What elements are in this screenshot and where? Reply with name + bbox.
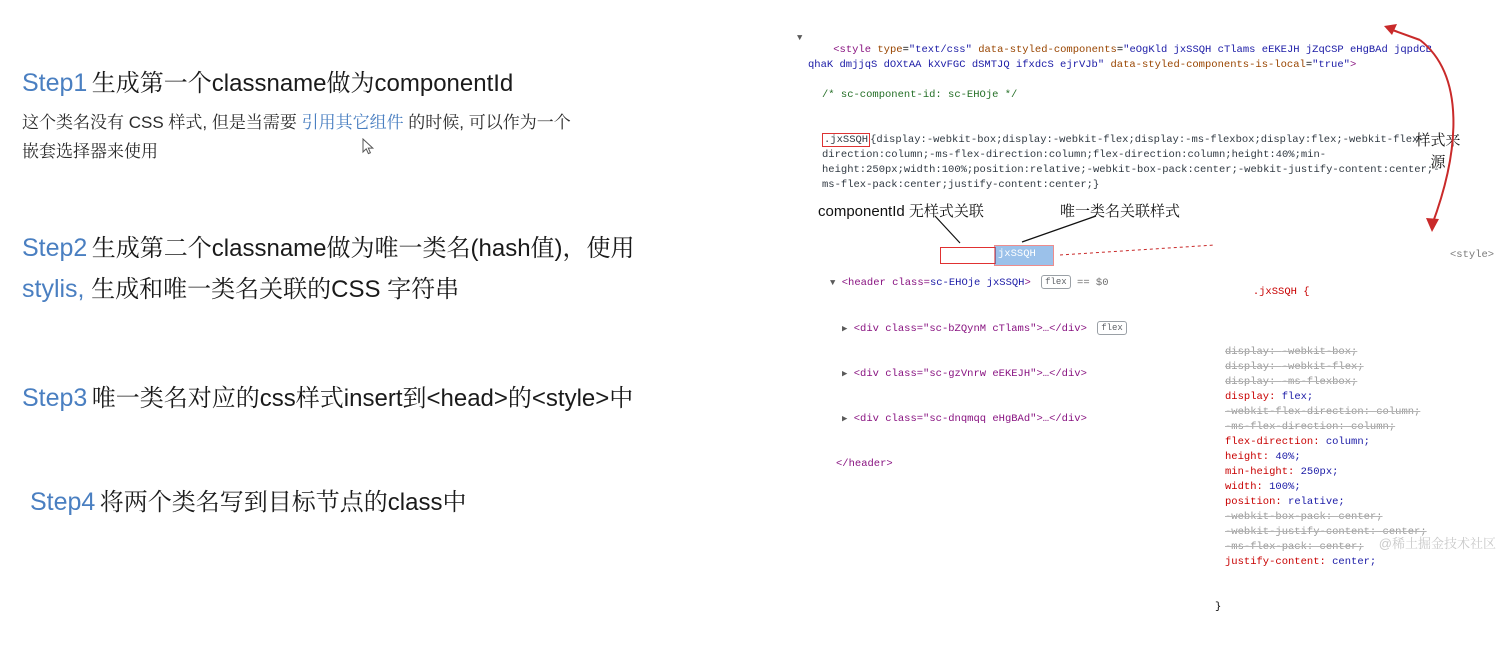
steps-panel	[0, 0, 760, 564]
style-open-tag: <style	[833, 44, 872, 56]
css-property-value: 250px;	[1300, 466, 1339, 478]
css-property-value: 100%;	[1269, 481, 1301, 493]
expand-arrow-icon[interactable]: ▶	[842, 413, 848, 424]
css-property-value: column;	[1351, 421, 1396, 433]
header-tag-close: >	[1024, 276, 1031, 289]
highlight-unique-class-text: jxSSQH	[998, 248, 1036, 260]
step-1-label: Step1	[22, 69, 88, 97]
step-2-keyword: stylis,	[22, 275, 85, 303]
css-rule-selector[interactable]: .jxSSQH {	[1252, 286, 1310, 298]
css-property-name: -webkit-flex-direction:	[1225, 406, 1377, 418]
sc-component-id-comment: /* sc-component-id: sc-EHOje */	[822, 89, 1018, 101]
css-property-name: display:	[1225, 391, 1282, 403]
step-1-desc-line2: 嵌套选择器来使用	[22, 142, 158, 161]
expand-arrow-icon[interactable]: ▼	[830, 277, 836, 288]
css-property-name: width:	[1225, 481, 1270, 493]
disclosure-triangle-icon[interactable]: ▼	[797, 33, 803, 43]
css-property-value: relative;	[1288, 496, 1345, 508]
step-1-desc-link[interactable]: 引用其它组件	[301, 113, 404, 132]
css-property-value: column;	[1325, 436, 1370, 448]
expand-arrow-icon[interactable]: ▶	[842, 368, 848, 379]
css-property-value: -webkit-box;	[1281, 346, 1358, 358]
step-2-title: 生成第二个classname做为唯一类名(hash值)，使用	[91, 235, 635, 262]
dom-line-header-open[interactable]	[830, 275, 1170, 291]
step-1-title: 生成第一个classname做为componentId	[91, 70, 514, 97]
css-rule-selector-line	[1215, 270, 1465, 315]
step-1-desc-part1: 这个类名没有 CSS 样式, 但是当需要	[22, 113, 302, 132]
css-declaration[interactable]	[1215, 420, 1465, 435]
style-attr-type: type	[877, 44, 903, 56]
flex-badge-child-1[interactable]: flex	[1097, 321, 1127, 335]
css-property-value: center;	[1338, 511, 1383, 523]
child-2-markup: <div class="sc-gzVnrw eEKEJH">…</div>	[853, 367, 1087, 380]
step-3-title: 唯一类名对应的css样式insert到<head>的<style>中	[91, 385, 634, 412]
css-rule-close-brace: }	[1215, 601, 1222, 613]
css-property-name: display:	[1225, 376, 1282, 388]
style-attr-components: data-styled-components	[978, 44, 1117, 56]
css-property-name: -ms-flex-direction:	[1225, 421, 1352, 433]
css-declaration[interactable]	[1215, 345, 1465, 360]
jxssqh-selector-highlight: .jxSSQH	[824, 134, 869, 146]
css-property-value: -ms-flexbox;	[1281, 376, 1358, 388]
expand-arrow-icon[interactable]: ▶	[842, 323, 848, 334]
css-property-value: center;	[1332, 556, 1377, 568]
css-property-name: position:	[1225, 496, 1289, 508]
css-property-value: center;	[1382, 526, 1427, 538]
css-declaration[interactable]	[1215, 480, 1465, 495]
watermark: @稀土掘金技术社区	[1378, 536, 1496, 551]
step-1-description	[22, 108, 722, 166]
header-closing-tag: </header>	[836, 457, 893, 470]
css-property-name: min-height:	[1225, 466, 1301, 478]
step-4-title: 将两个类名写到目标节点的class中	[99, 489, 467, 516]
sc-comment-line	[808, 88, 1458, 103]
css-property-name: -webkit-justify-content:	[1225, 526, 1383, 538]
step-2	[22, 228, 722, 304]
devtools-screenshot-panel	[760, 0, 1512, 613]
css-property-value: -webkit-flex;	[1281, 361, 1364, 373]
css-rule-source-line	[808, 133, 1458, 193]
style-attr-components-value: "eOgKld jxSSQH cTlams eEKEJH jZqCSP eHgBAd jqpdCB qhaK dmjjqS dOXtAA kXvFGC dSMTJQ ifxdcS ejrVJb"	[808, 44, 1439, 71]
highlight-box-component-id	[940, 247, 996, 264]
css-declaration[interactable]	[1215, 375, 1465, 390]
css-property-value: column;	[1376, 406, 1421, 418]
css-property-value: flex;	[1281, 391, 1314, 403]
css-property-name: display:	[1225, 346, 1282, 358]
css-rule-body: {display:-webkit-box;display:-webkit-flex;display:-ms-flexbox;display:flex;-webkit-flex-direction:column;-ms-flex-direction:column;flex-direction:column;height:40%;min-height:250px;width:100%;position:relative;-webkit-box-pack:center;-webkit-justify-content:center;-ms-flex-pack:center;justify-content:center;}	[822, 134, 1440, 191]
child-1-markup: <div class="sc-bZQynM cTlams">…</div>	[853, 322, 1087, 335]
dollar-zero-marker: == $0	[1077, 276, 1109, 289]
css-declaration[interactable]	[1215, 465, 1465, 480]
dom-tree	[830, 245, 1170, 502]
annotation-unique-class: 唯一类名关联样式	[1060, 203, 1181, 220]
css-declaration[interactable]	[1215, 405, 1465, 420]
dom-line-header-close	[830, 457, 1170, 472]
css-property-name: justify-content:	[1225, 556, 1333, 568]
css-declaration[interactable]	[1215, 450, 1465, 465]
flex-badge[interactable]: flex	[1041, 275, 1071, 289]
mouse-cursor-icon	[362, 138, 376, 156]
style-open-tag-close: >	[1349, 59, 1357, 71]
header-class-b: jxSSQH	[986, 276, 1025, 289]
css-property-name: flex-direction:	[1225, 436, 1326, 448]
css-property-value: 40%;	[1275, 451, 1301, 463]
css-declaration[interactable]	[1215, 390, 1465, 405]
dom-line-child-2[interactable]	[830, 367, 1170, 382]
header-tag-open: <header class=	[841, 276, 930, 289]
style-attr-is-local-value: "true"	[1312, 59, 1350, 71]
css-rule-panel	[1215, 240, 1465, 645]
css-declaration[interactable]	[1215, 555, 1465, 570]
step-1-desc-part2: 的时候, 可以作为一个	[403, 113, 571, 132]
style-element-source: ▼ <style type="text/css" data-styled-components="eOgKld jxSSQH cTlams eEKEJH jZqCSP eHgBAd jqpdCB qhaK dmjjqS dOXtAA kXvFGC dSMTJQ ifxdcS ejrVJb" data-styled-components-is-local="true"> /* sc-component-id: sc-EHOje */ .jxSSQH {display:-webkit-box;display:-webkit-flex;display:-ms-flexbox;display:flex;-webkit-flex-direction:column;-ms-flex-direction:column;flex-direction:column;height:40%;min-height:250px;width:100%;position:relative;-webkit-box-pack:center;-webkit-justify-content:center;-ms-flex-pack:center;justify-content:center;}	[808, 28, 1458, 223]
header-class-a: sc-EHOje	[929, 276, 981, 289]
css-property-name: display:	[1225, 361, 1282, 373]
style-attr-type-value: "text/css"	[908, 44, 972, 56]
css-property-name: -webkit-box-pack:	[1225, 511, 1339, 523]
step-3	[22, 378, 722, 413]
css-rule-origin[interactable]: <style>	[1450, 249, 1495, 261]
child-3-markup: <div class="sc-dnqmqq eHgBAd">…</div>	[853, 412, 1087, 425]
css-declaration[interactable]	[1215, 360, 1465, 375]
css-property-value: center;	[1319, 541, 1364, 553]
css-declaration[interactable]	[1215, 495, 1465, 510]
style-attr-is-local: data-styled-components-is-local	[1110, 59, 1306, 71]
step-4	[30, 482, 730, 517]
step-4-label: Step4	[30, 488, 96, 516]
css-property-name: -ms-flex-pack:	[1225, 541, 1320, 553]
css-declaration[interactable]	[1215, 510, 1465, 525]
css-property-name: height:	[1225, 451, 1276, 463]
step-3-label: Step3	[22, 384, 88, 412]
annotation-style-source: 样式来源	[1415, 132, 1461, 171]
step-2-label: Step2	[22, 234, 88, 262]
dom-line-child-3[interactable]	[830, 412, 1170, 427]
dom-line-child-1[interactable]	[830, 321, 1170, 337]
annotation-component-id: componentId 无样式关联	[818, 203, 984, 220]
css-declaration[interactable]	[1215, 435, 1465, 450]
step-2-line2: 生成和唯一类名关联的CSS 字符串	[84, 276, 460, 303]
